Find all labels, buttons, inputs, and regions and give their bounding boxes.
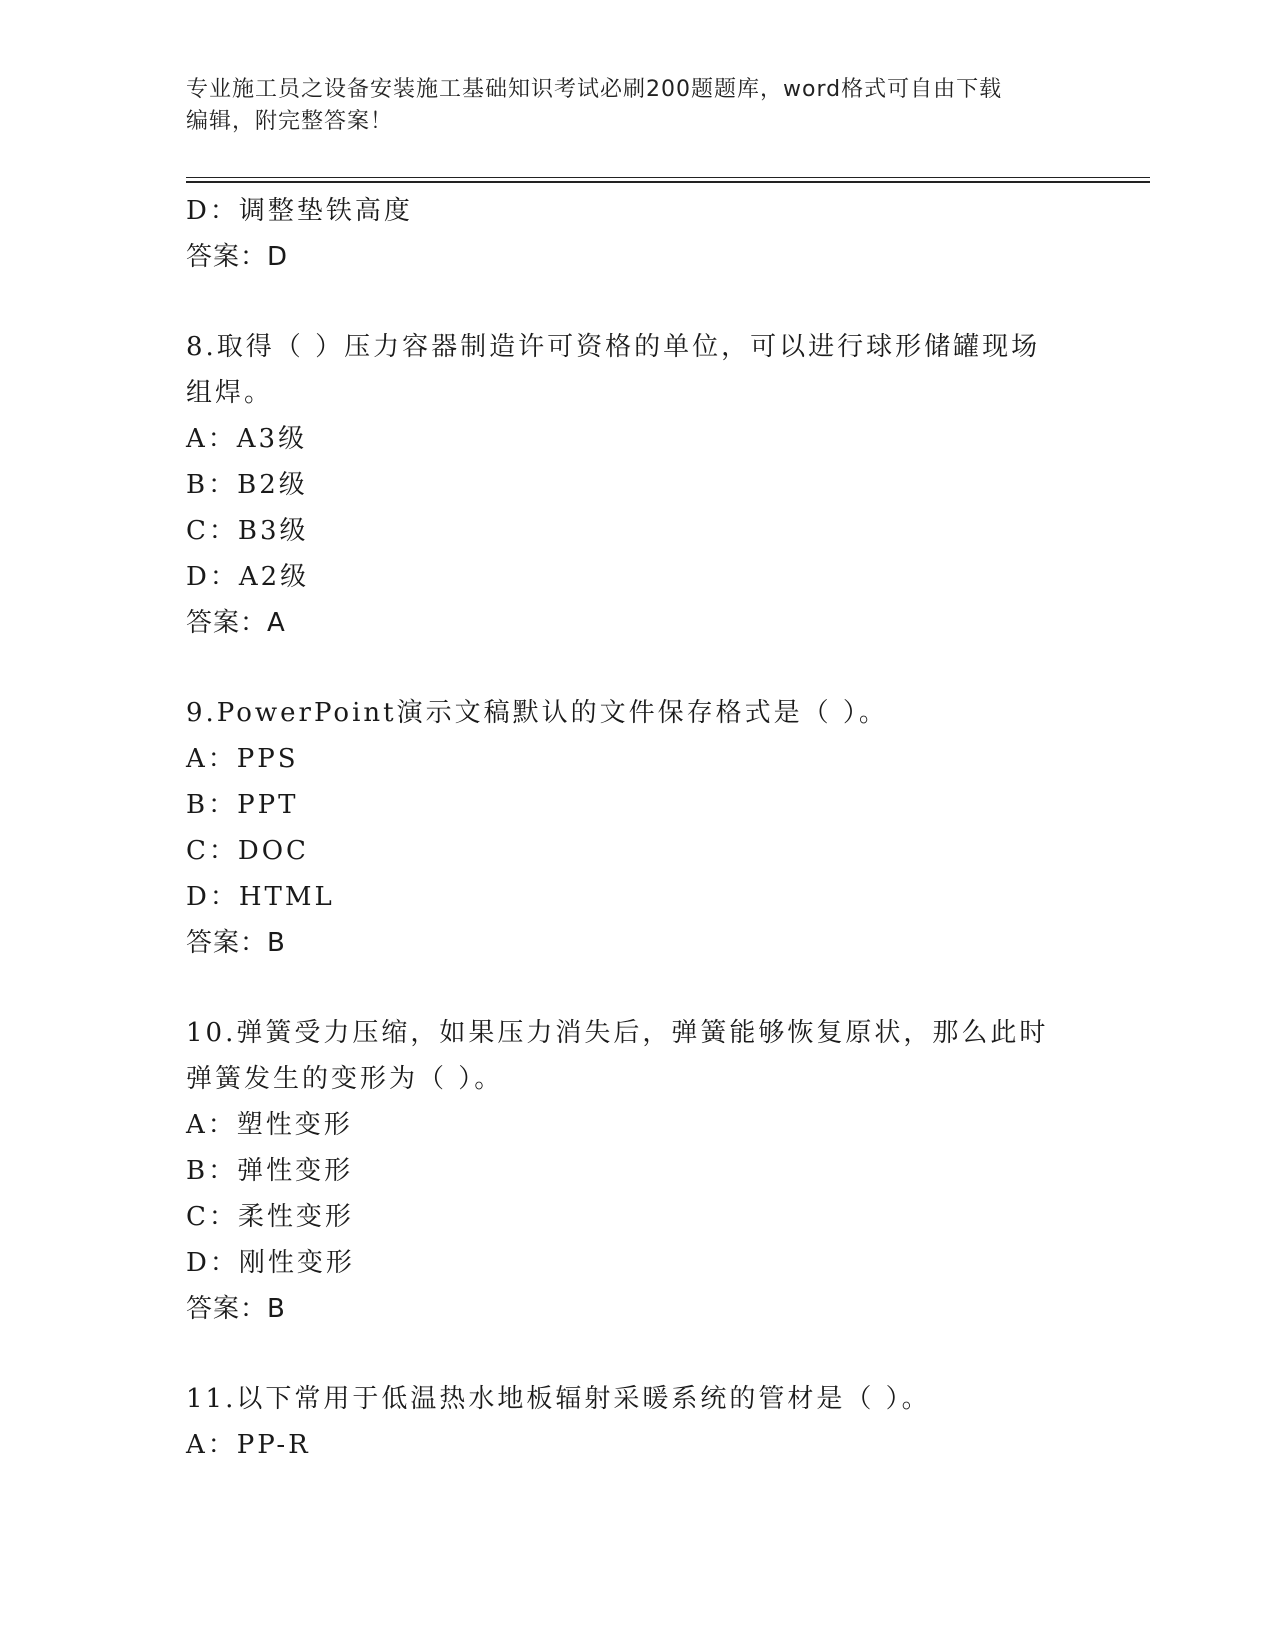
question-11 xyxy=(186,1376,1066,1468)
option-a: A：A3级 xyxy=(186,424,308,454)
header-divider-thick xyxy=(186,181,1150,183)
option-c: C：B3级 xyxy=(186,516,309,546)
option-a: A：塑性变形 xyxy=(186,1110,353,1140)
header-title-line1: 专业施工员之设备安装施工基础知识考试必刷200题题库，word格式可自由下载 xyxy=(186,77,1003,102)
header-divider-thin xyxy=(186,177,1150,178)
question-9 xyxy=(186,690,1066,966)
option-b: B：弹性变形 xyxy=(186,1156,354,1186)
question-7-tail xyxy=(186,188,1066,280)
option-d: D：调整垫铁高度 xyxy=(186,196,413,226)
option-d: D：刚性变形 xyxy=(186,1248,355,1278)
option-a: A：PP-R xyxy=(186,1430,311,1460)
header-title-line2: 编辑，附完整答案！ xyxy=(186,109,394,134)
question-stem: 8.取得（ ）压力容器制造许可资格的单位，可以进行球形储罐现场组焊。 xyxy=(186,332,1041,408)
page-header xyxy=(186,74,1066,138)
question-list xyxy=(186,188,1066,1468)
question-10 xyxy=(186,1010,1066,1332)
option-d: D：HTML xyxy=(186,882,335,912)
option-a: A：PPS xyxy=(186,744,299,774)
question-stem: 10.弹簧受力压缩，如果压力消失后，弹簧能够恢复原状，那么此时弹簧发生的变形为（ ）。 xyxy=(186,1018,1049,1094)
option-c: C：DOC xyxy=(186,836,309,866)
answer: 答案：A xyxy=(186,608,286,638)
answer: 答案：B xyxy=(186,928,286,958)
answer: 答案：D xyxy=(186,242,289,272)
answer: 答案：B xyxy=(186,1294,286,1324)
option-b: B：B2级 xyxy=(186,470,308,500)
question-stem: 11.以下常用于低温热水地板辐射采暖系统的管材是（ ）。 xyxy=(186,1384,931,1414)
question-8 xyxy=(186,324,1066,646)
option-d: D：A2级 xyxy=(186,562,310,592)
option-b: B：PPT xyxy=(186,790,299,820)
option-c: C：柔性变形 xyxy=(186,1202,354,1232)
question-stem: 9.PowerPoint演示文稿默认的文件保存格式是（ ）。 xyxy=(186,698,888,728)
